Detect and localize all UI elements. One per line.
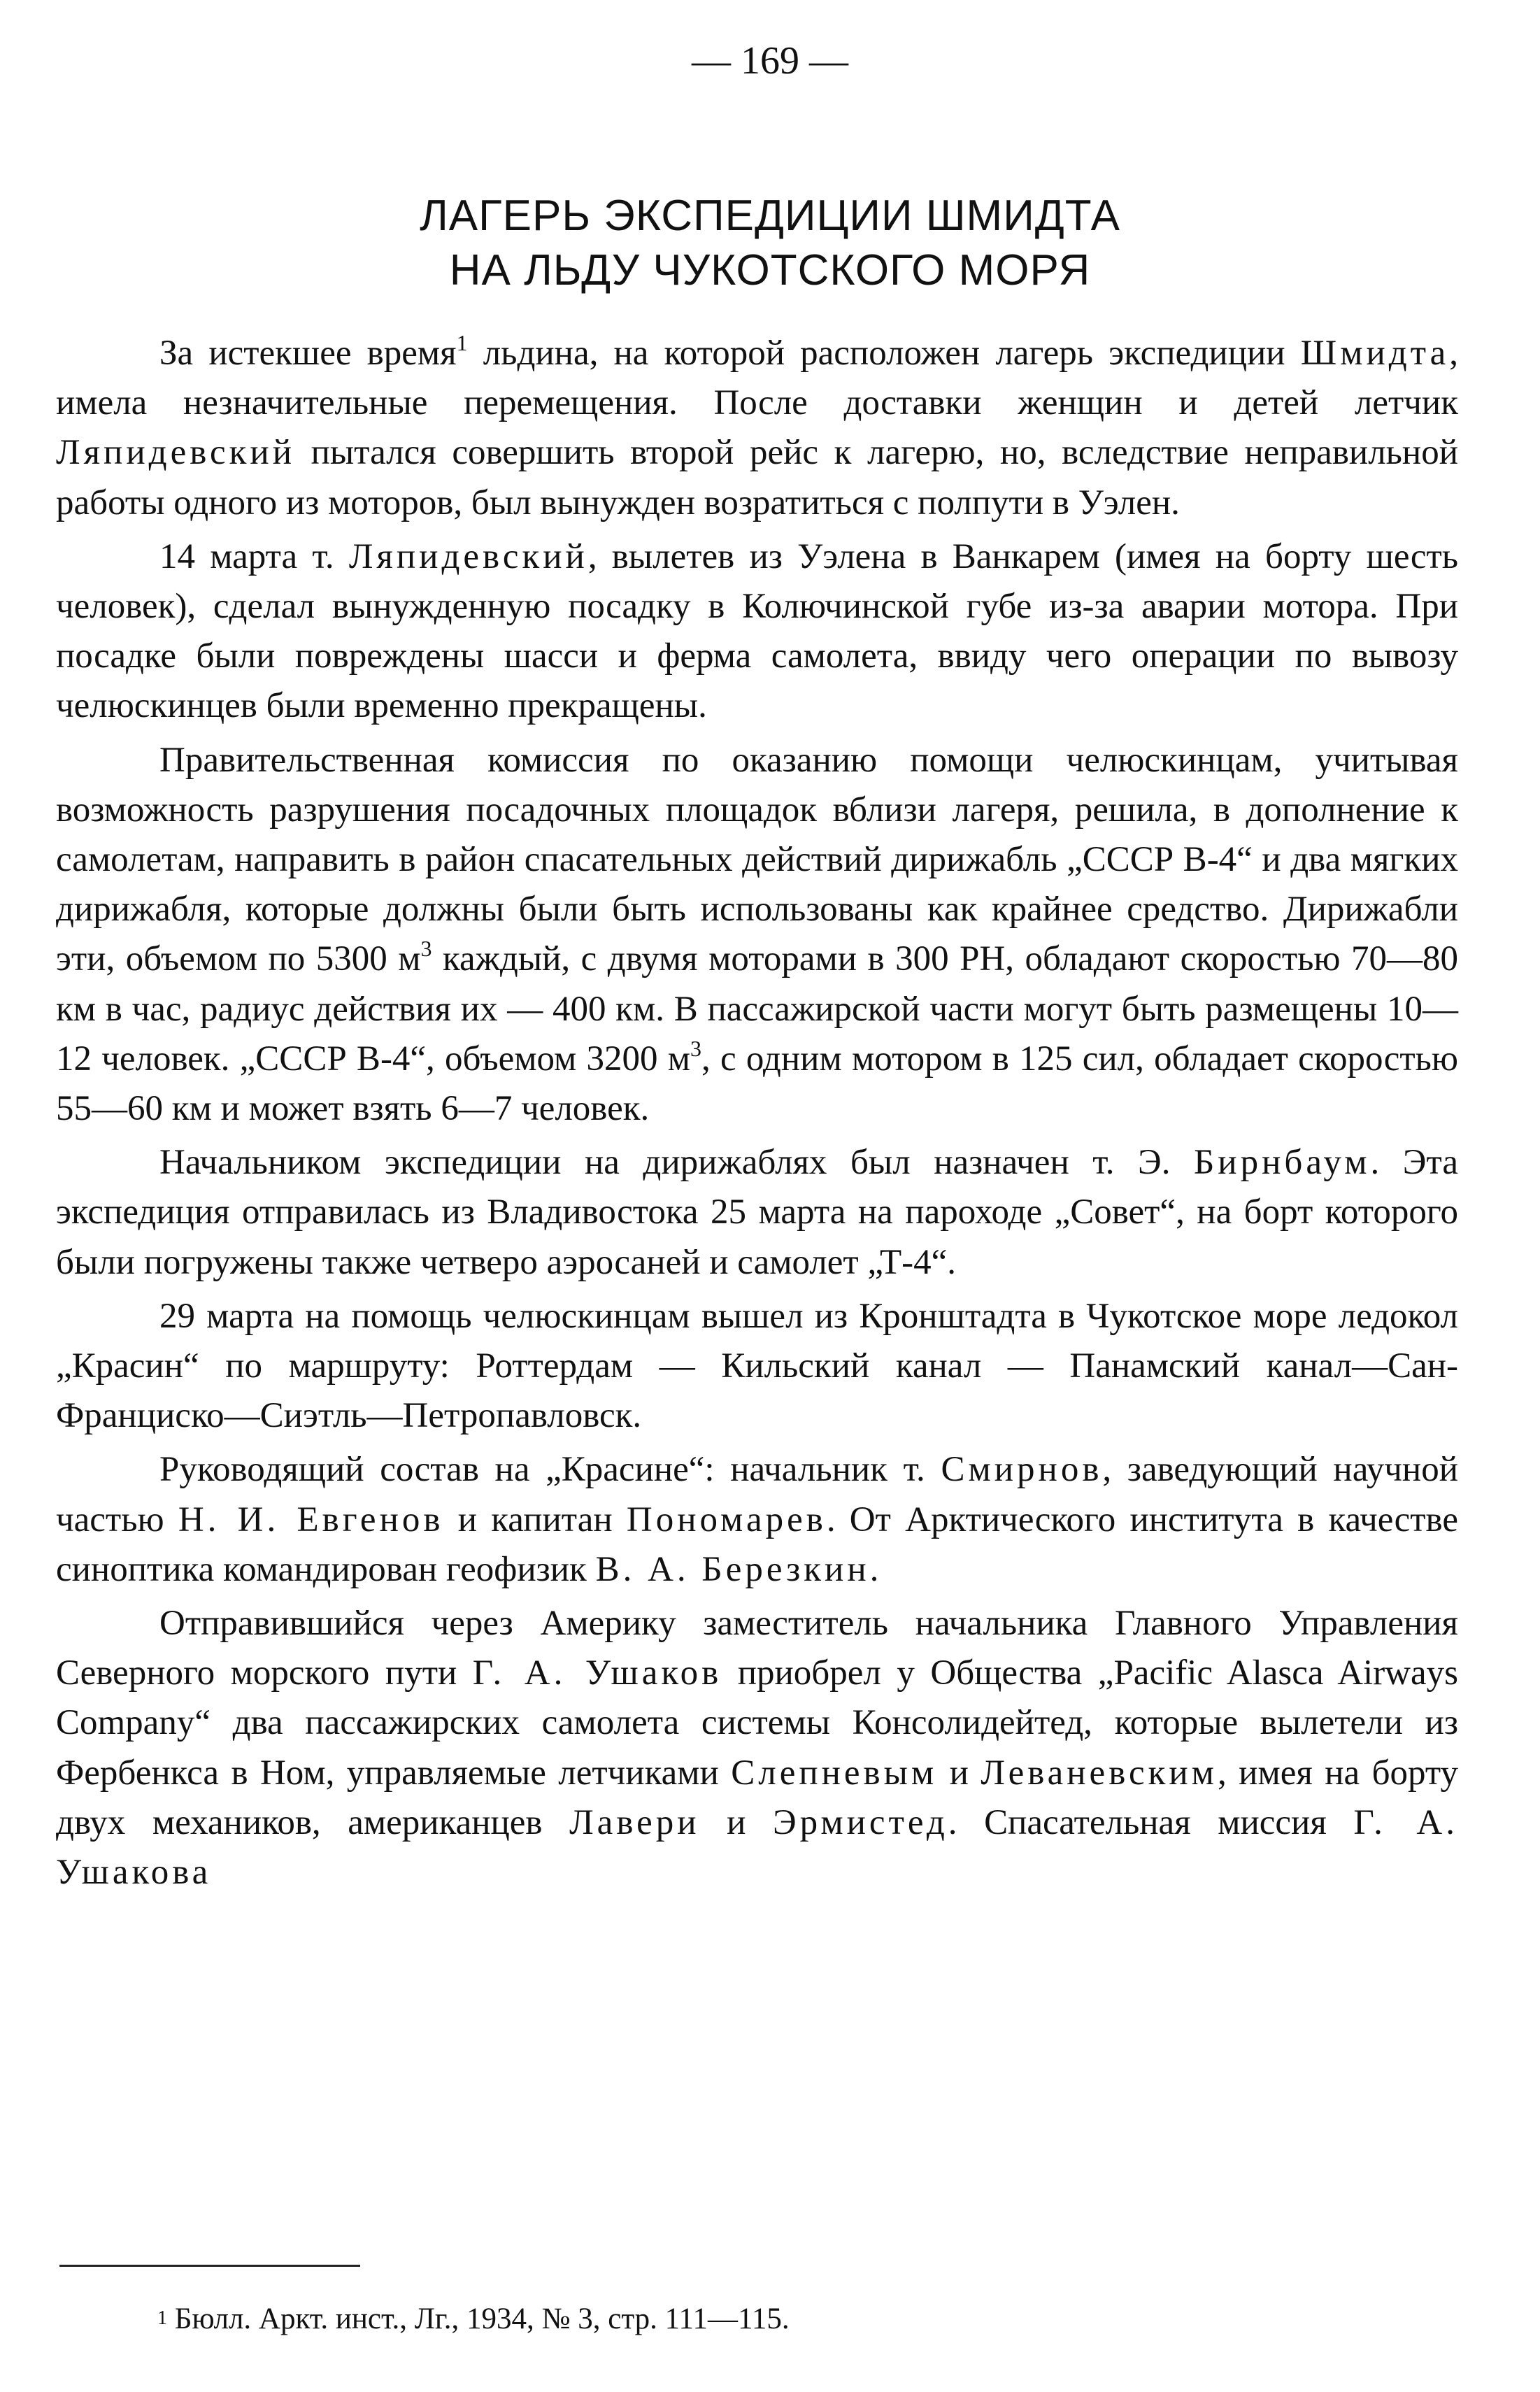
text-run: Начальником экспедиции на дирижаблях был назначен т. Э. bbox=[159, 1143, 1195, 1183]
text-run: 14 марта т. bbox=[159, 536, 349, 576]
article-title bbox=[0, 189, 1540, 298]
person-name: Шмидта bbox=[1300, 334, 1450, 373]
title-line-1: ЛАГЕРЬ ЭКСПЕДИЦИИ ШМИДТА bbox=[420, 192, 1120, 240]
person-name: Эрмистед bbox=[772, 1802, 948, 1842]
person-name: Ляпидевский bbox=[56, 433, 295, 473]
person-name: Леваневским bbox=[981, 1753, 1218, 1793]
paragraph-4 bbox=[56, 1138, 1458, 1288]
person-name: Лавери bbox=[569, 1802, 700, 1842]
article-body bbox=[56, 329, 1458, 1898]
text-run: За истекшее время bbox=[159, 334, 457, 373]
person-name: Н. И. Евгенов bbox=[178, 1500, 444, 1539]
person-name: Пономарев bbox=[626, 1500, 827, 1539]
person-name: В. А. Березкин bbox=[595, 1549, 870, 1589]
person-name: Г. А. Ушаков bbox=[472, 1653, 722, 1693]
text-run: Руководящий состав на „Красине“: начальник т. bbox=[159, 1450, 941, 1490]
paragraph-3 bbox=[56, 736, 1458, 1134]
superscript-cubic: 3 bbox=[420, 936, 432, 962]
text-run: . bbox=[869, 1549, 879, 1589]
text-run: , имея на борту двух механиков, американцев bbox=[56, 1753, 1458, 1842]
footnote-marker: 1 bbox=[157, 2307, 167, 2329]
paragraph-7 bbox=[56, 1599, 1458, 1898]
page-number: — 169 — bbox=[692, 39, 848, 83]
text-run: и капитан bbox=[443, 1500, 627, 1539]
text-run: , имела незначительные перемещения. После доставки женщин и детей летчик bbox=[56, 334, 1459, 423]
person-name: Ляпидевский bbox=[348, 536, 588, 576]
text-run: льдина, на которой расположен лагерь экспедиции bbox=[467, 334, 1301, 373]
text-run: Правительственная комиссия по оказанию помощи челюскинцам, учитывая возможность разрушения посадочных площадок вблизи лагеря, решила, в дополнение к самолетам, направить в район спасательных действий дирижабль „СССР В-4“ и два мягких дирижабля, которые должны были быть использованы как крайнее средство. Дирижабли эти, объемом по 5300 м bbox=[56, 740, 1458, 979]
text-run: 29 марта на помощь челюскинцам вышел из Кронштадта в Чукотское море ледокол „Красин“ по маршруту: Роттердам — Кильский канал — Панамский канал—Сан-Франциско—Сиэтль—Петропавловск. bbox=[56, 1296, 1458, 1436]
title-line-2: НА ЛЬДУ ЧУКОТСКОГО МОРЯ bbox=[449, 246, 1091, 294]
text-run: и bbox=[937, 1753, 981, 1793]
person-name: Г. А. Ушакова bbox=[56, 1802, 1459, 1893]
footnote-divider bbox=[59, 2265, 360, 2267]
text-run: и bbox=[699, 1802, 773, 1842]
paragraph-6 bbox=[56, 1445, 1458, 1595]
paragraph-5 bbox=[56, 1292, 1458, 1441]
paragraph-1 bbox=[56, 329, 1458, 528]
superscript-cubic: 3 bbox=[690, 1035, 702, 1061]
text-run: , заведующий научной частью bbox=[56, 1450, 1458, 1539]
footnote-text: Бюлл. Аркт. инст., Лг., 1934, № 3, стр. 111—115. bbox=[167, 2302, 790, 2335]
text-run: пытался совершить второй рейс к лагерю, но, вследствие неправильной работы одного из моторов, был вынужден возратиться с полпути в Уэлен. bbox=[56, 433, 1458, 522]
footnote-reference: 1 bbox=[456, 330, 468, 355]
person-name: Слепневым bbox=[731, 1753, 938, 1793]
text-run: приобрел у Общества „Pacific Alasca Airways Company“ два пассажирских самолета системы Консолидейтед, которые вылетели из Фербенкса в Ном, управляемые летчиками bbox=[56, 1653, 1458, 1793]
person-name: Бирнбаум bbox=[1194, 1143, 1371, 1183]
person-name: Смирнов bbox=[941, 1450, 1103, 1490]
text-run: каждый, с двумя моторами в 300 РН, обладают скоростью 70—80 км в час, радиус действия их — 400 км. В пассажирской части могут быть размещены 10—12 человек. „СССР В-4“, объемом 3200 м bbox=[56, 939, 1458, 1078]
text-run: . От Арктического института в качестве синоптика командирован геофизик bbox=[56, 1500, 1458, 1589]
footnote bbox=[157, 2298, 790, 2340]
text-run: Отправившийся через Америку заместитель начальника Главного Управления Северного морского пути bbox=[56, 1604, 1458, 1693]
text-run: . Эта экспедиция отправилась из Владивостока 25 марта на пароходе „Совет“, на борт которого были погружены также четверо аэросаней и самолет „Т-4“. bbox=[56, 1143, 1458, 1282]
text-run: , вылетев из Уэлена в Ванкарем (имея на борту шесть человек), сделал вынужденную посадку в Колючинской губе из-за аварии мотора. При посадке были повреждены шасси и ферма самолета, ввиду чего операции по вывозу челюскинцев были временно прекращены. bbox=[56, 536, 1458, 726]
paragraph-2 bbox=[56, 532, 1458, 732]
text-run: . Спасательная миссия bbox=[948, 1802, 1354, 1842]
text-run: , с одним мотором в 125 сил, обладает скоростью 55—60 км и может взять 6—7 человек. bbox=[56, 1039, 1458, 1129]
